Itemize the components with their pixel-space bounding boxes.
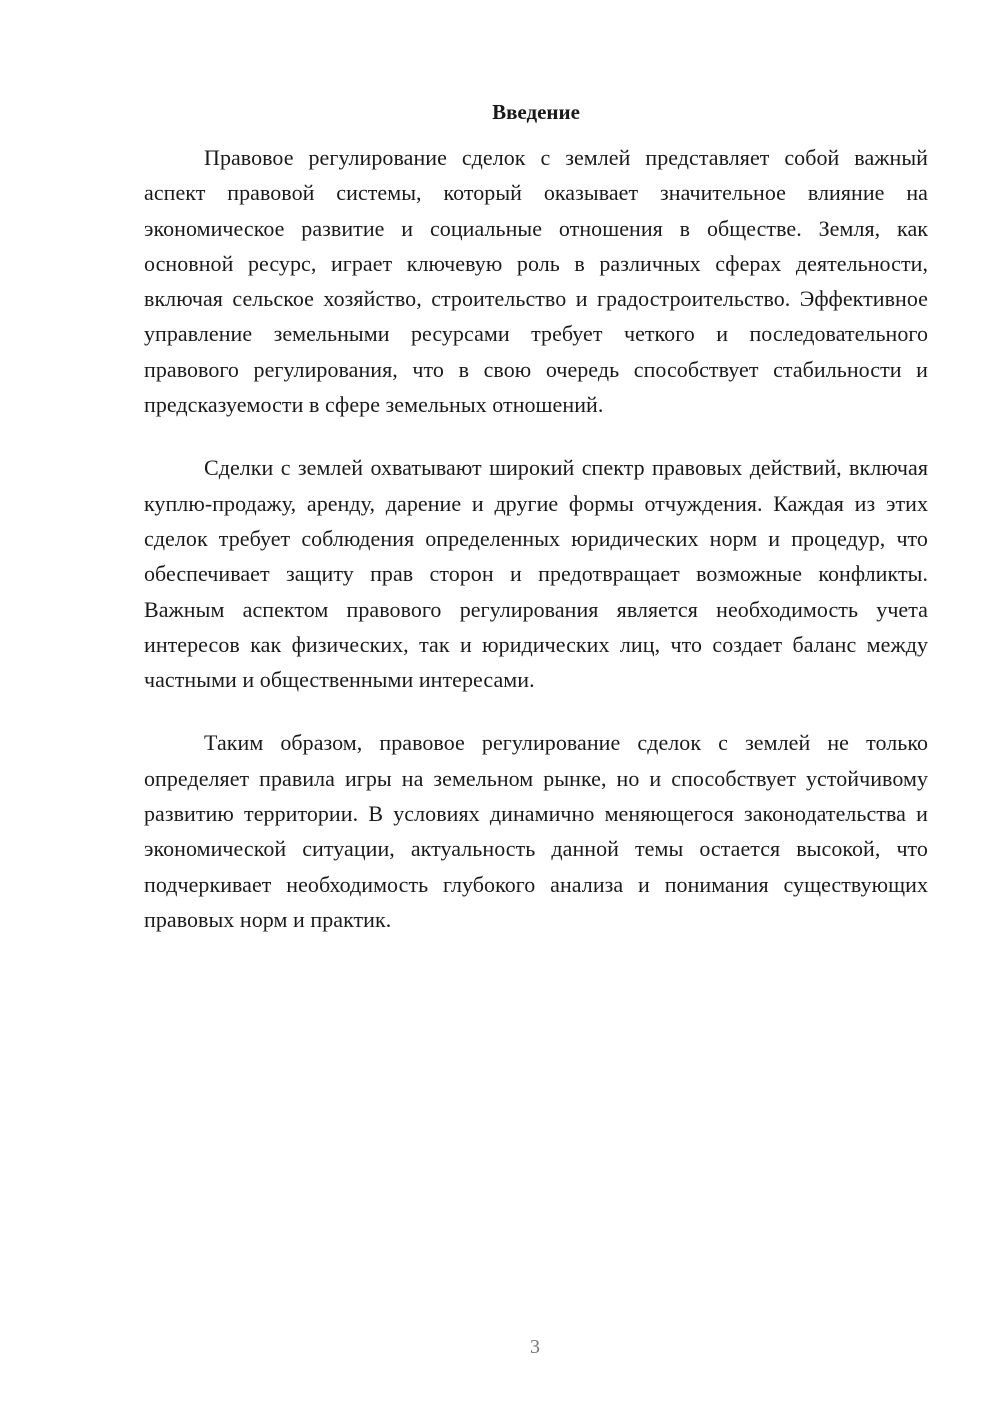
- page-content: [144, 96, 928, 965]
- section-heading: Введение: [492, 100, 580, 124]
- paragraph-2: Сделки с землей охватывают широкий спектр правовых действий, включая куплю-продажу, аренду, дарение и другие формы отчуждения. Каждая из этих сделок требует соблюдения определенных юридических норм и процедур, что обеспечивает защиту прав сторон и предотвращает возможные конфликты. Важным аспектом правового регулирования является необходимость учета интересов как физических, так и юридических лиц, что создает баланс между частными и общественными интересами.: [144, 455, 928, 693]
- page-number: 3: [530, 1336, 540, 1358]
- paragraph-3: Таким образом, правовое регулирование сделок с землей не только определяет правила игры на земельном рынке, но и способствует устойчивому развитию территории. В условиях динамично меняющегося законодательства и экономической ситуации, актуальность данной темы остается высокой, что подчеркивает необходимость глубокого анализа и понимания существующих правовых норм и практик.: [144, 730, 928, 932]
- paragraph-1: Правовое регулирование сделок с землей представляет собой важный аспект правовой системы, который оказывает значительное влияние на экономическое развитие и социальные отношения в обществе. Земля, как основной ресурс, играет ключевую роль в различных сферах деятельности, включая сельское хозяйство, строительство и градостроительство. Эффективное управление земельными ресурсами требует четкого и последовательного правового регулирования, что в свою очередь способствует стабильности и предсказуемости в сфере земельных отношений.: [144, 145, 928, 418]
